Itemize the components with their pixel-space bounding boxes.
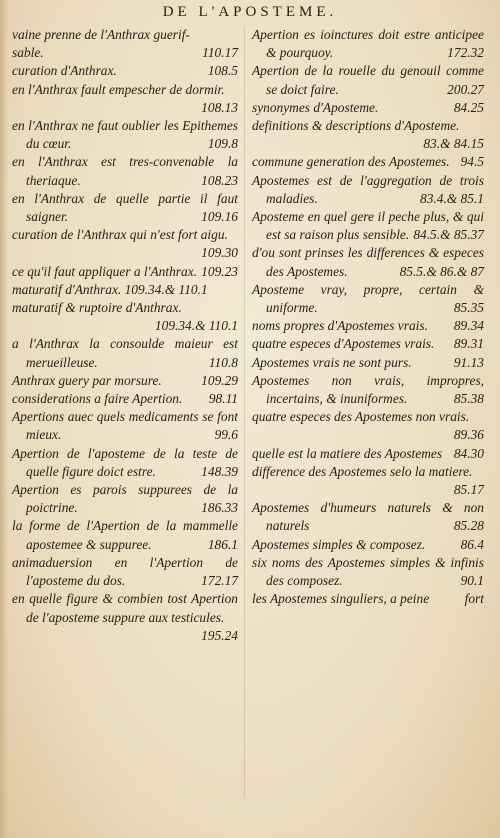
index-entry <box>252 372 484 408</box>
page-reference: 85.38 <box>453 391 484 407</box>
page-reference: 110.8 <box>208 354 238 370</box>
index-column-left <box>12 26 238 818</box>
column-divider <box>244 26 245 798</box>
page-reference: 94.5 <box>460 154 484 170</box>
entry-text: en l'Anthrax est tres-convenable la theriaque. <box>12 154 238 188</box>
page-reference: 108.23 <box>201 172 238 188</box>
index-entry <box>12 554 238 590</box>
entry-text: considerations a faire Apertion. <box>12 391 183 407</box>
index-entry <box>12 445 238 481</box>
entry-text: six noms des Apostemes simples & infinis des composez. <box>252 554 484 589</box>
page-reference: 110.17 <box>202 45 238 61</box>
entry-text: ce qu'il faut appliquer a l'Anthrax. <box>12 263 197 279</box>
index-entry <box>12 281 238 299</box>
index-entry <box>252 408 484 444</box>
entry-text: quatre especes des Apostemes non vrais. <box>252 409 470 425</box>
entry-text: synonymes d'Aposteme. <box>252 99 379 115</box>
index-entry <box>252 172 484 208</box>
page-reference: 85.35 <box>453 300 484 316</box>
page-reference: 91.13 <box>453 354 484 370</box>
entry-text: Apostemes est de l'aggregation de trois maladies. <box>252 172 484 206</box>
entry-text: maturatif d'Anthrax. 109.34.& 110.1 <box>12 281 208 297</box>
index-entry <box>252 208 484 244</box>
entry-text: les Apostemes singuliers, a peine <box>252 591 430 607</box>
page-reference: 89.36 <box>453 427 484 443</box>
index-entry <box>252 499 484 535</box>
entry-text: Apertions auec quels medicaments se font mieux. <box>12 409 238 443</box>
entry-text: Aposteme en quel gere il peche plus, & qui est sa raison plus sensible. <box>252 209 484 243</box>
page-reference: 186.1 <box>207 536 238 552</box>
index-entry <box>12 481 238 517</box>
entry-text: difference des Apostemes selo la matiere. <box>252 463 473 479</box>
entry-text: sable. <box>12 45 44 61</box>
page-reference: 109.23 <box>201 263 238 279</box>
index-entry <box>252 153 484 171</box>
page-reference: 84.25 <box>453 99 484 115</box>
page-reference: 195.24 <box>201 627 238 643</box>
index-entry <box>252 536 484 554</box>
entry-text: la forme de l'Apertion de la mammelle apostemee & suppuree. <box>12 518 238 552</box>
index-entry <box>252 463 484 499</box>
page-reference: 109.30 <box>201 245 238 261</box>
index-entry <box>12 517 238 553</box>
entry-text: Aposteme vray, propre, certain & uniforme. <box>252 281 484 316</box>
index-entry <box>12 153 238 189</box>
index-entry <box>12 117 238 153</box>
page-reference: 109.29 <box>201 372 238 388</box>
index-entry <box>252 317 484 335</box>
page-reference: 109.16 <box>201 209 238 225</box>
entry-text: en quelle figure & combien tost Apertion de l'aposteme suppure aux testicules. <box>12 591 238 625</box>
page-reference: fort <box>464 591 484 607</box>
index-entry <box>12 590 238 645</box>
entry-text: Apertion es parois suppurees de la poictrine. <box>12 482 238 516</box>
page-reference: 85.17 <box>453 482 484 498</box>
index-entry <box>12 390 238 408</box>
index-entry <box>12 408 238 444</box>
page-reference: 83.4.& 85.1 <box>420 190 484 206</box>
page-reference: 84.5.& 85.37 <box>413 227 484 243</box>
entry-text: maturatif & ruptoire d'Anthrax. <box>12 300 182 316</box>
index-entry <box>12 335 238 371</box>
index-entry <box>252 281 484 317</box>
index-entry <box>12 263 238 281</box>
entry-text: Apertion de l'aposteme de la teste de quelle figure doict estre. <box>12 445 238 479</box>
page-reference: 84.30 <box>453 445 484 461</box>
index-entry <box>12 26 238 44</box>
index-entry <box>252 590 484 608</box>
page-fold-shadow <box>0 0 8 838</box>
entry-text: en l'Anthrax fault empescher de dormir. <box>12 81 225 97</box>
page-reference: 83.& 84.15 <box>423 136 484 152</box>
index-entry <box>12 372 238 390</box>
entry-text: en l'Anthrax de quelle partie il faut saigner. <box>12 190 238 225</box>
running-header: DE L'APOSTEME. <box>162 4 338 20</box>
index-entry <box>252 244 484 280</box>
entry-text: quatre especes d'Apostemes vrais. <box>252 336 435 352</box>
entry-text: Apostemes d'humeurs naturels & non naturels <box>252 500 484 534</box>
index-entry <box>12 81 238 117</box>
index-entry <box>12 44 238 62</box>
page-reference: 108.13 <box>201 99 238 115</box>
page-reference: 86.4 <box>460 536 484 552</box>
index-entry <box>252 554 484 590</box>
page-reference: 186.33 <box>201 500 238 516</box>
entry-text: commune generation des Apostemes. <box>252 154 450 170</box>
index-column-right <box>252 26 484 818</box>
page-reference: 148.39 <box>201 463 238 479</box>
entry-text: en l'Anthrax ne faut oublier les Epithemes du cœur. <box>12 118 238 152</box>
page-reference: 89.34 <box>453 318 484 334</box>
index-entry <box>12 226 238 262</box>
entry-text: Apostemes non vrais, impropres, incertains, & inuniformes. <box>252 372 484 407</box>
page-reference: 109.34.& 110.1 <box>154 318 238 334</box>
entry-text: animaduersion en l'Apertion de l'aposteme du dos. <box>12 554 238 589</box>
page-reference: 109.8 <box>207 136 238 152</box>
page-reference: 89.31 <box>453 336 484 352</box>
index-entry <box>252 62 484 98</box>
index-entry <box>12 62 238 80</box>
page-reference: 85.28 <box>453 518 484 534</box>
entry-text: Anthrax guery par morsure. <box>12 372 162 388</box>
page-reference: 108.5 <box>207 63 238 79</box>
entry-text: noms propres d'Apostemes vrais. <box>252 318 428 334</box>
page-reference: 98.11 <box>208 391 238 407</box>
entry-text: quelle est la matiere des Apostemes <box>252 445 443 461</box>
entry-text: a l'Anthrax la consoulde maieur est merueilleuse. <box>12 336 238 370</box>
index-entry <box>252 99 484 117</box>
entry-text: Apostemes vrais ne sont purs. <box>252 354 412 370</box>
entry-text: d'ou sont prinses les differences & especes des Apostemes. <box>252 245 484 279</box>
entry-text: curation de l'Anthrax qui n'est fort aigu. <box>12 227 228 243</box>
entry-text: curation d'Anthrax. <box>12 63 117 79</box>
entry-text: Apertion es ioinctures doit estre anticipee & pourquoy. <box>252 27 484 61</box>
page-reference: 99.6 <box>214 427 238 443</box>
index-entry <box>252 354 484 372</box>
index-entry <box>12 190 238 226</box>
index-entry <box>252 26 484 62</box>
page-reference: 172.32 <box>447 45 484 61</box>
index-entry <box>252 445 484 463</box>
entry-text: Apertion de la rouelle du genouil comme se doict faire. <box>252 63 484 97</box>
index-entry <box>12 299 238 335</box>
page-reference: 85.5.& 86.& 87 <box>399 263 484 279</box>
entry-text: vaine prenne de l'Anthrax guerif- <box>12 27 190 42</box>
page-reference: 172.17 <box>201 573 238 589</box>
page-reference: 90.1 <box>460 573 484 589</box>
entry-text: definitions & descriptions d'Aposteme. <box>252 118 460 134</box>
index-entry <box>252 335 484 353</box>
entry-text: Apostemes simples & composez. <box>252 536 426 552</box>
page-reference: 200.27 <box>447 81 484 97</box>
index-entry <box>252 117 484 153</box>
